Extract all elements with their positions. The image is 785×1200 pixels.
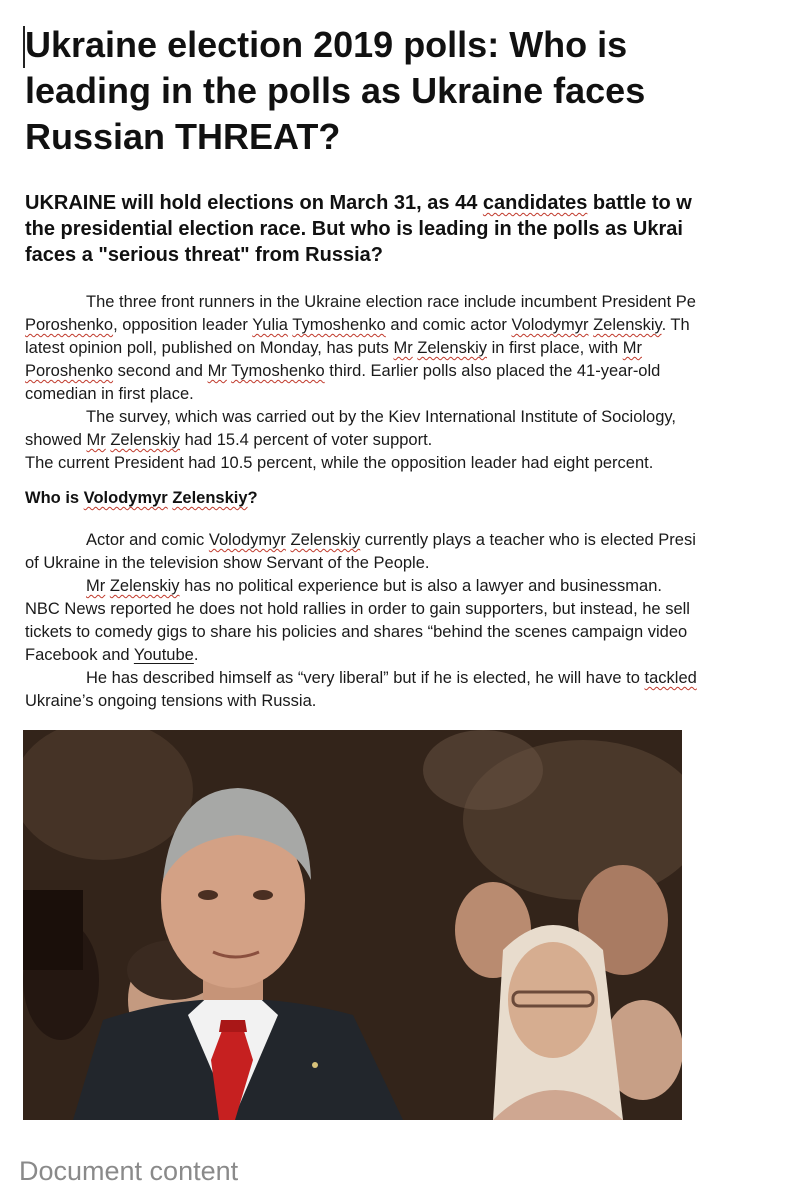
body-text: . [193, 646, 199, 664]
body-text: He has described himself as “very liberal” but if he is elected, he will have to [86, 669, 645, 687]
body-line: Ukraine’s ongoing tensions with Russia. [25, 692, 317, 710]
headline-line: leading in the polls as Ukraine faces [25, 70, 646, 111]
body-text: . Th [661, 316, 690, 334]
body-line [25, 644, 785, 667]
body-text: showed [25, 431, 87, 449]
spellcheck-word[interactable]: Zelenskiy [109, 577, 180, 595]
headline-line: Russian THREAT? [25, 116, 341, 157]
body-text: has no political experience but is also a lawyer and businessman. [179, 577, 662, 595]
subhead-text: Who is [25, 489, 84, 507]
body-text: Actor and comic [86, 531, 209, 549]
headline-line: Ukraine election 2019 polls: Who is [25, 24, 628, 65]
lede-text: battle to w [587, 192, 692, 214]
photo-illustration [23, 730, 682, 1120]
spellcheck-word[interactable]: Mr [207, 362, 227, 380]
spellcheck-word[interactable]: Zelenskiy [417, 339, 487, 357]
spellcheck-word[interactable]: candidates [482, 192, 588, 214]
body-text: in first place, with [487, 339, 623, 357]
body-line: NBC News reported he does not hold rallies in order to gain supporters, but instead, he sell [25, 600, 690, 618]
body-line: of Ukraine in the television show Servant of the People. [25, 554, 430, 572]
lede-line: faces a "serious threat" from Russia? [25, 244, 383, 266]
spellcheck-word[interactable]: Volodymyr [511, 316, 589, 334]
spellcheck-word[interactable]: Zelenskiy [110, 431, 181, 449]
subhead-text: ? [247, 489, 258, 507]
body-text: , opposition leader [113, 316, 253, 334]
body-text: second and [113, 362, 208, 380]
body-line: The three front runners in the Ukraine election race include incumbent President Pe [86, 293, 696, 311]
body-line: The survey, which was carried out by the Kiev International Institute of Sociology, [86, 408, 677, 426]
article-photo [23, 730, 682, 1120]
spellcheck-word[interactable]: Poroshenko [25, 362, 114, 380]
spellcheck-word[interactable]: Zelenskiy [290, 531, 361, 549]
body-line [25, 337, 785, 360]
body-line: The current President had 10.5 percent, while the opposition leader had eight percent. [25, 454, 654, 472]
spellcheck-word[interactable]: Volodymyr [208, 531, 286, 549]
spellcheck-word[interactable]: Poroshenko [25, 316, 114, 334]
body-text: Facebook and [25, 646, 134, 664]
body-text: had 15.4 percent of voter support. [180, 431, 433, 449]
spellcheck-word[interactable]: Mr [86, 431, 106, 449]
spellcheck-word[interactable]: Tymoshenko [231, 362, 325, 380]
spellcheck-word[interactable]: Mr [86, 577, 106, 595]
spellcheck-word[interactable]: Volodymyr [83, 489, 168, 507]
lede-line: the presidential election race. But who is leading in the polls as Ukrai [25, 218, 683, 240]
article-headline [25, 22, 785, 160]
body-line [25, 314, 785, 337]
lede-text: UKRAINE will hold elections on March 31, as 44 [25, 192, 483, 214]
body-line: tickets to comedy gigs to share his policies and shares “behind the scenes campaign video [25, 623, 688, 641]
paragraph-front-runners [25, 291, 785, 475]
youtube-link[interactable]: Youtube [133, 646, 194, 664]
document-content-caption: Document content [19, 1156, 239, 1186]
body-text: latest opinion poll, published on Monday, has puts [25, 339, 394, 357]
body-line [25, 575, 785, 598]
article-lede [25, 190, 785, 268]
spellcheck-word[interactable]: tackled [644, 669, 697, 687]
spellcheck-word[interactable]: Yulia [252, 316, 288, 334]
body-line [25, 667, 785, 690]
spellcheck-word[interactable]: Zelenskiy [172, 489, 248, 507]
body-line [25, 360, 785, 383]
lede-line [25, 190, 785, 216]
spellcheck-word[interactable]: Tymoshenko [292, 316, 386, 334]
body-line [25, 429, 785, 452]
body-text: third. Earlier polls also placed the 41-year-old [324, 362, 661, 380]
spellcheck-word[interactable]: Zelenskiy [593, 316, 662, 334]
spellcheck-word[interactable]: Mr [393, 339, 413, 357]
paragraph-zelenskiy-profile [25, 529, 785, 713]
body-line: comedian in first place. [25, 385, 194, 403]
body-text: and comic actor [385, 316, 512, 334]
section-subheading [25, 489, 258, 508]
spellcheck-word[interactable]: Mr [622, 339, 642, 357]
body-text: currently plays a teacher who is elected Presi [360, 531, 696, 549]
body-line [25, 529, 785, 552]
